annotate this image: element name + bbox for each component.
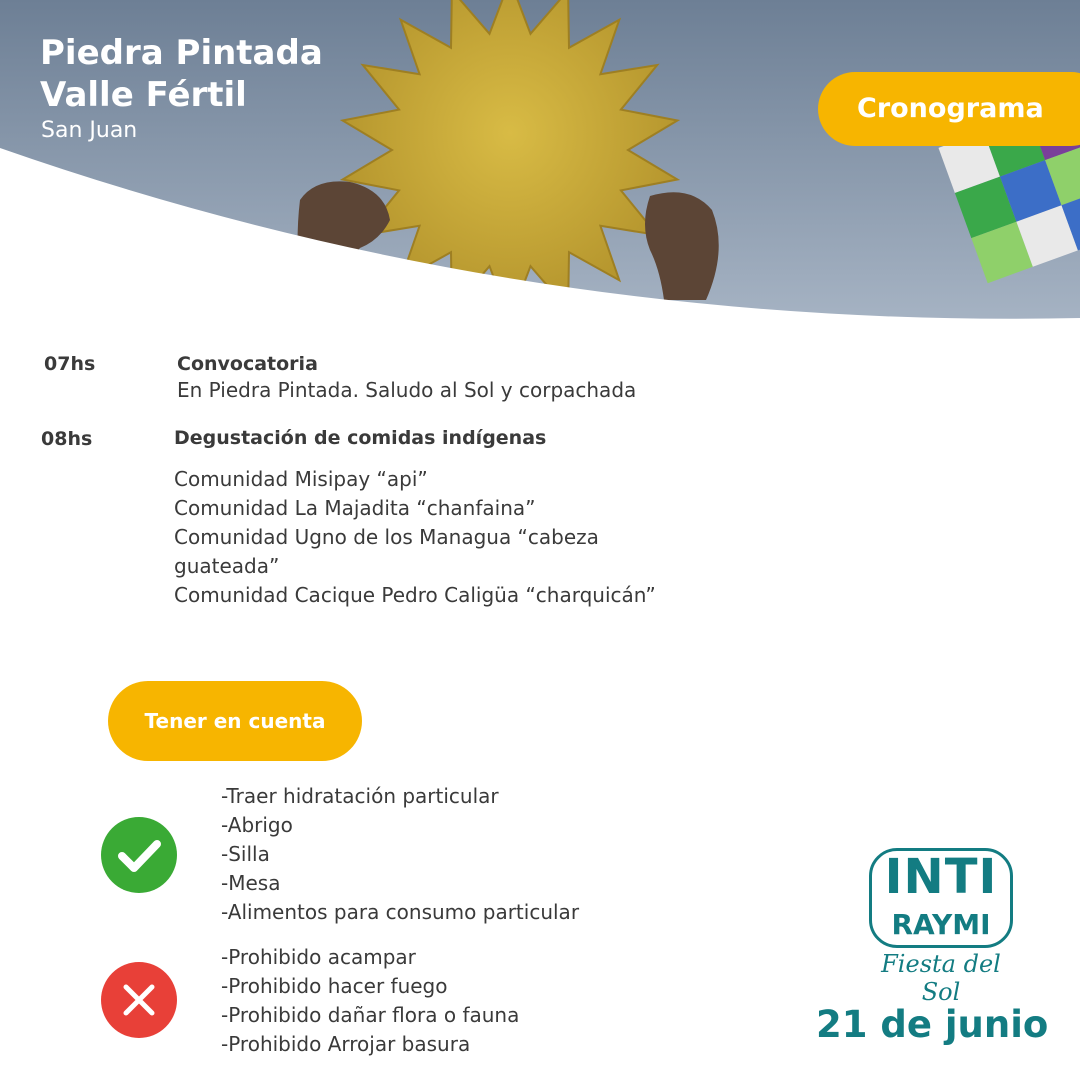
logo-tagline: Fiesta del Sol (881, 950, 1001, 1006)
schedule-title-2: Degustación de comidas indígenas (174, 427, 547, 449)
list-item: Comunidad Cacique Pedro Caligüa “charquicán” (174, 583, 656, 607)
prohibited-item: -Prohibido hacer fuego (221, 974, 448, 998)
title-line-1: Piedra Pintada (40, 33, 323, 73)
location-subtitle: San Juan (41, 118, 138, 143)
inti-raymi-logo (864, 840, 1034, 1006)
schedule-title-1: Convocatoria (177, 353, 318, 375)
allowed-item: -Alimentos para consumo particular (221, 900, 580, 924)
prohibited-item: -Prohibido Arrojar basura (221, 1032, 471, 1056)
prohibited-item: -Prohibido acampar (221, 945, 416, 969)
check-icon (101, 817, 177, 893)
list-item: Comunidad Misipay “api” (174, 467, 428, 491)
schedule-time-1: 07hs (44, 353, 96, 375)
prohibited-item: -Prohibido dañar flora o fauna (221, 1003, 520, 1027)
logo-raymi-text: RAYMI (891, 908, 991, 941)
allowed-item: -Abrigo (221, 813, 293, 837)
list-item: Comunidad La Majadita “chanfaina” (174, 496, 536, 520)
cross-icon (101, 962, 177, 1038)
tener-en-cuenta-button[interactable]: Tener en cuenta (108, 681, 362, 761)
schedule-time-2: 08hs (41, 428, 93, 450)
list-item: Comunidad Ugno de los Managua “cabeza guateada” (174, 525, 599, 578)
page-title (40, 32, 323, 116)
allowed-list (221, 782, 579, 927)
allowed-item: -Silla (221, 842, 270, 866)
event-date: 21 de junio (816, 1003, 1049, 1046)
schedule-description-1: En Piedra Pintada. Saludo al Sol y corpachada (177, 378, 637, 402)
title-line-2: Valle Fértil (40, 75, 247, 115)
allowed-item: -Mesa (221, 871, 281, 895)
community-food-list (174, 465, 674, 610)
allowed-item: -Traer hidratación particular (221, 784, 499, 808)
cronograma-button[interactable]: Cronograma (818, 72, 1080, 146)
logo-inti-text: INTI (884, 849, 998, 905)
prohibited-list (221, 943, 519, 1059)
